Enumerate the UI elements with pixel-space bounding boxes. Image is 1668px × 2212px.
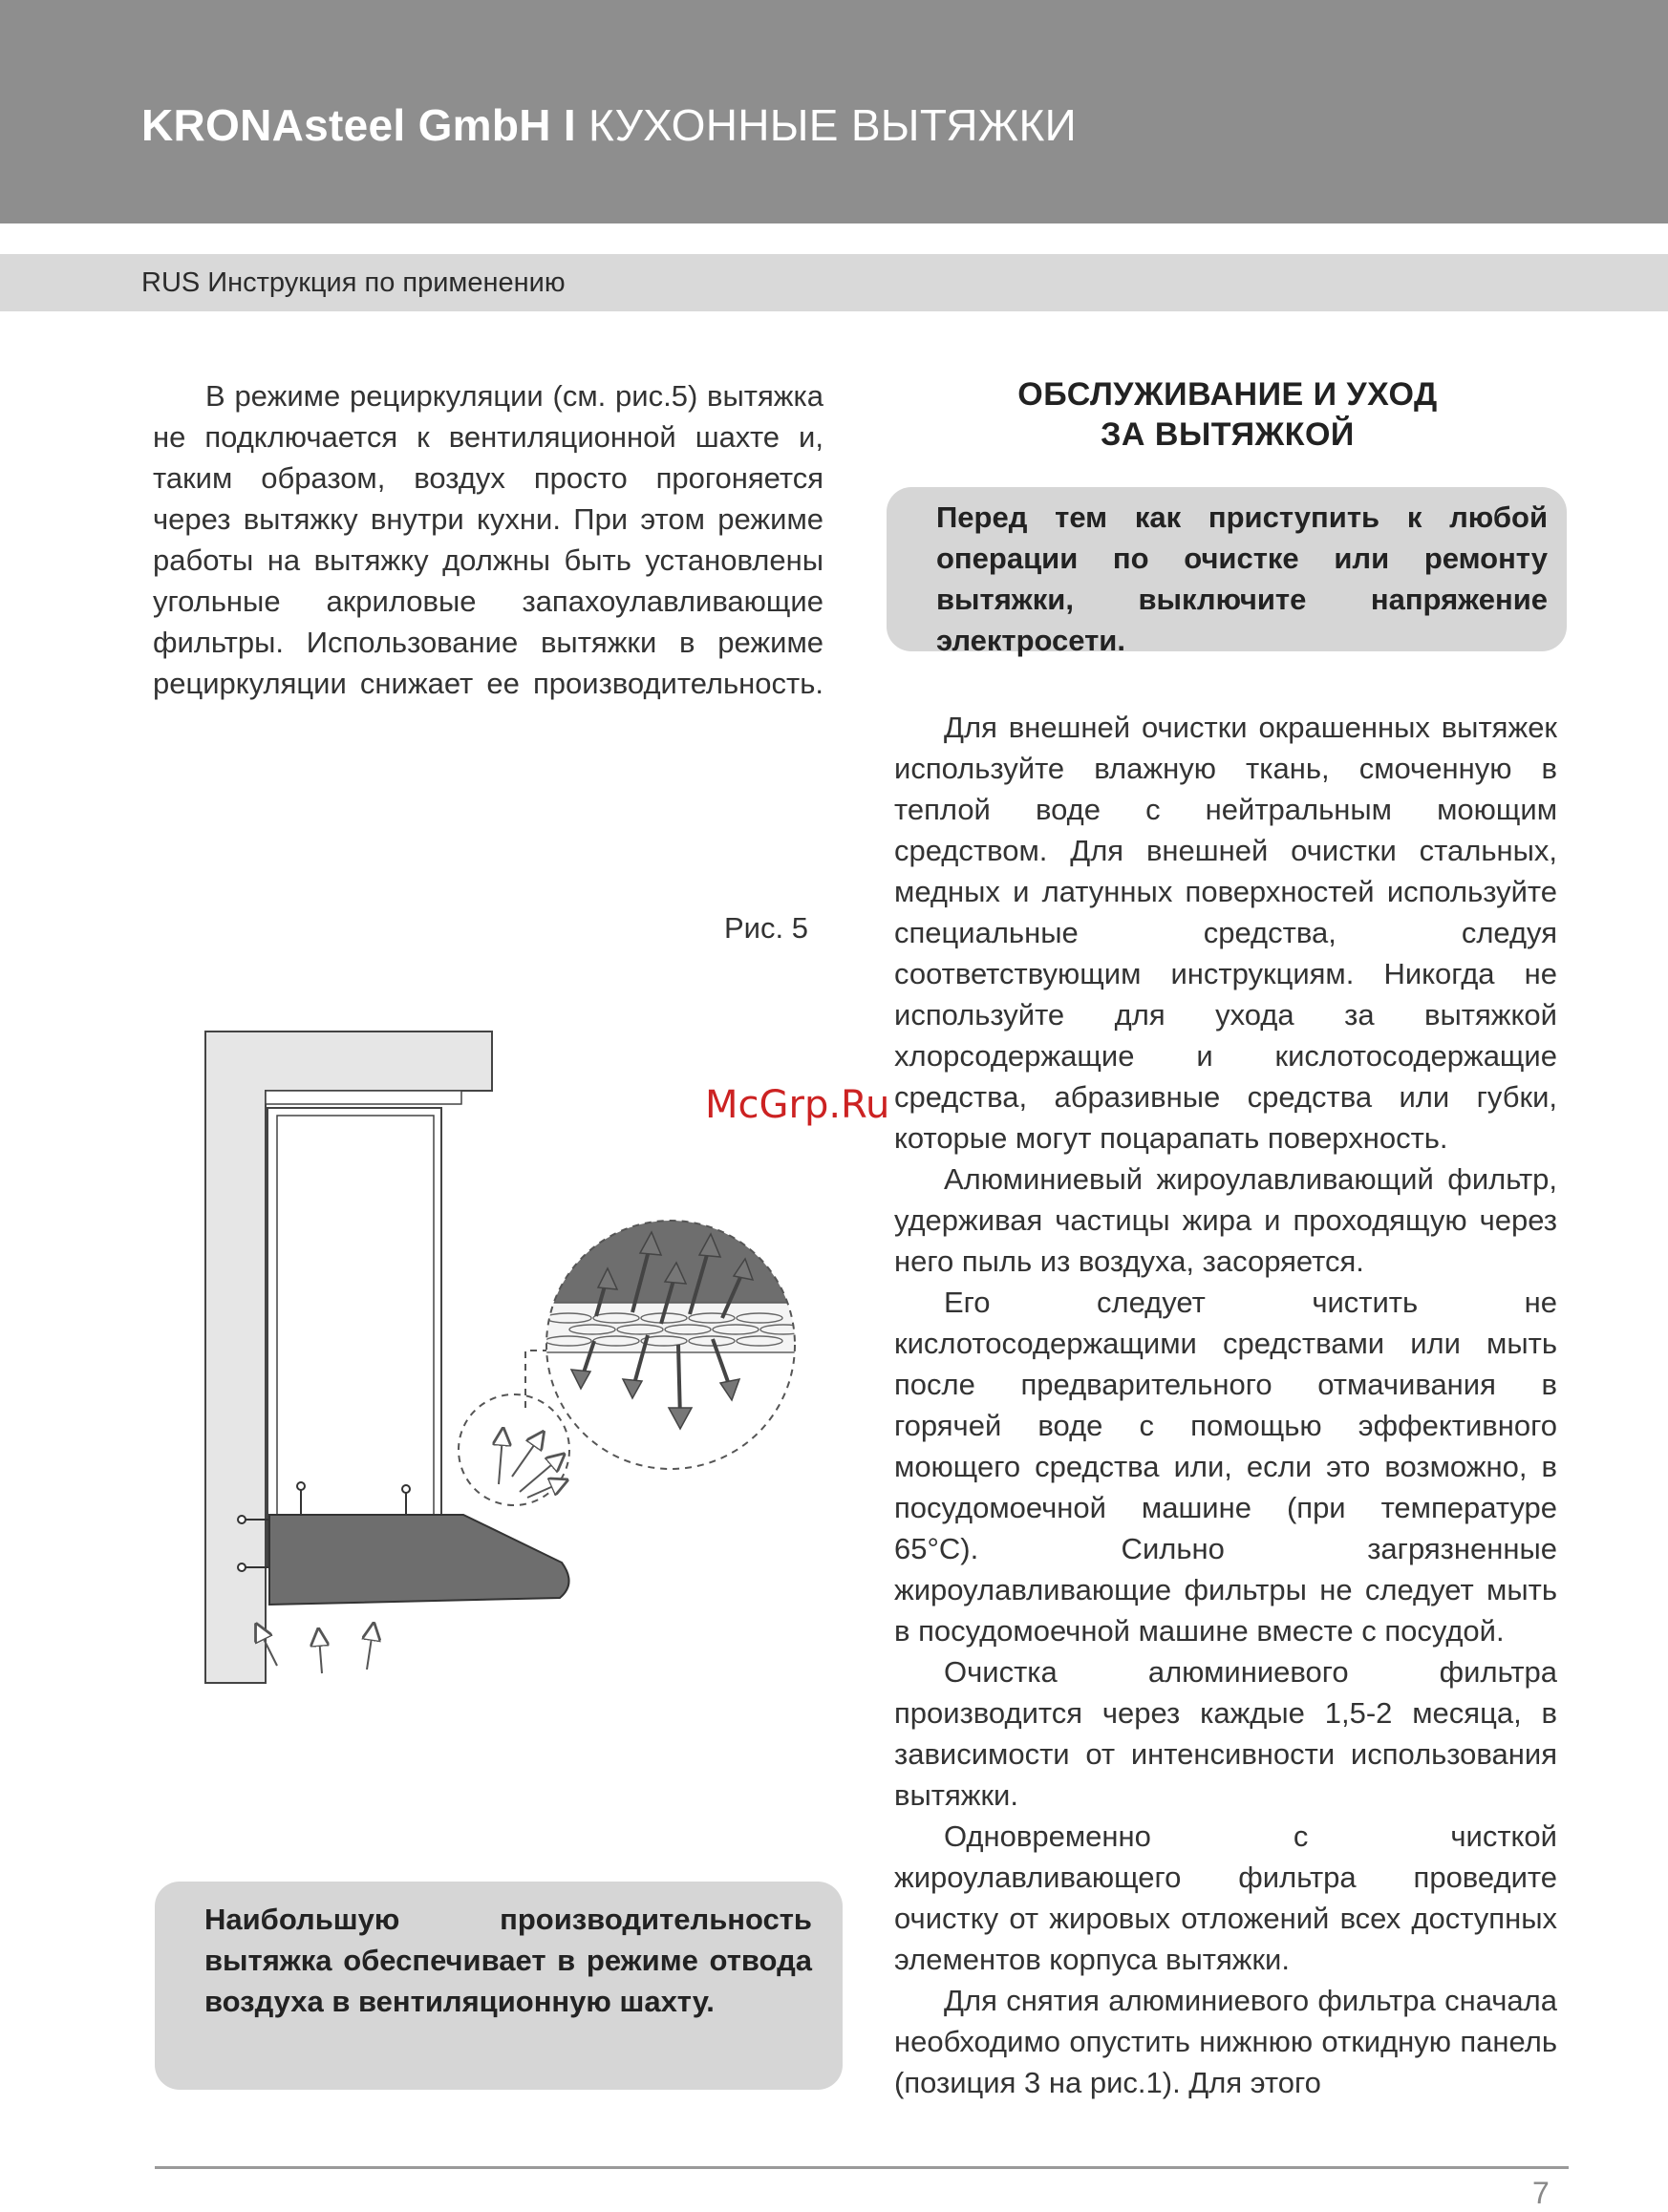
recirculation-text bbox=[153, 375, 823, 704]
detail-circle-small bbox=[459, 1394, 569, 1505]
page-header bbox=[0, 0, 1668, 223]
header-section: КУХОННЫЕ ВЫТЯЖКИ bbox=[575, 100, 1077, 150]
performance-note-text: Наибольшую производительность вытяжка обеспечивает в режиме отвода воздуха в вентиляционную шахту. bbox=[204, 1903, 812, 2018]
maintenance-paragraph: Для внешней очистки окрашенных вытяжек используйте влажную ткань, смоченную в теплой воде с нейтральным моющим средством. Для внешней очистки стальных, медных и латунных поверхностей используйте специальные средства, следуя соответствующим инструкциям. Никогда не используйте для ухода за вытяжкой хлорсодержащие и кислотосодержащие средства, абразивные средства или губки, которые могут поцарапать поверхность. bbox=[894, 711, 1557, 1155]
intake-arrows bbox=[260, 1631, 373, 1673]
maintenance-paragraph: Его следует чистить не кислотосодержащими средствами или мыть после предварительного отмачивания в горячей воде с помощью эффективного моющего средства или, если это возможно, в посудомоечной машине (при температуре 65°С). Сильно загрязненные жироулавливающие фильтры не следует мыть в посудомоечной машине вместе с посудой. bbox=[894, 1286, 1557, 1648]
section-title-line2: ЗА ВЫТЯЖКОЙ bbox=[1101, 416, 1355, 453]
watermark: McGrp.Ru bbox=[705, 1083, 890, 1127]
figure-caption: Рис. 5 bbox=[724, 911, 808, 945]
maintenance-text bbox=[894, 707, 1557, 2103]
section-title bbox=[888, 374, 1567, 455]
safety-warning-text: Перед тем как приступить к любой операции по очистке или ремонту вытяжки, выключите напряжение электросети. bbox=[936, 500, 1548, 657]
header-title bbox=[141, 99, 1077, 151]
maintenance-paragraph: Очистка алюминиевого фильтра производится через каждые 1,5-2 месяца, в зависимости от интенсивности использования вытяжки. bbox=[894, 1655, 1557, 1812]
page-number: 7 bbox=[1532, 2176, 1550, 2210]
recirculation-paragraph: В режиме рециркуляции (см. рис.5) вытяжка не подключается к вентиляционной шахте и, таким образом, воздух просто прогоняется через вытяжку внутри кухни. При этом режиме работы на вытяжку должны быть установлены угольные акриловые запахоулавливающие фильтры. Использование вытяжки в режиме рециркуляции снижает ее производительность. bbox=[153, 379, 823, 700]
maintenance-paragraph: Для снятия алюминиевого фильтра сначала необходимо опустить нижнюю откидную панель (позиция 3 на рис.1). Для этого bbox=[894, 1984, 1557, 2099]
maintenance-paragraph: Одновременно с чисткой жироулавливающего фильтра проведите очистку от жировых отложений всех доступных элементов корпуса вытяжки. bbox=[894, 1819, 1557, 1976]
hood-body bbox=[269, 1515, 569, 1605]
performance-note bbox=[155, 1882, 843, 2090]
subheader-bar bbox=[0, 254, 1668, 311]
subheader-text: RUS Инструкция по применению bbox=[141, 267, 566, 298]
cabinet-shelf bbox=[266, 1091, 461, 1104]
cabinet-front bbox=[267, 1108, 441, 1566]
section-title-line1: ОБСЛУЖИВАНИЕ И УХОД bbox=[1017, 376, 1438, 413]
header-brand: KRONAsteel GmbH I bbox=[141, 100, 576, 150]
maintenance-paragraph: Алюминиевый жироулавливающий фильтр, удерживая частицы жира и проходящую через него пыль из воздуха, засоряется. bbox=[894, 1162, 1557, 1278]
footer-divider bbox=[155, 2166, 1569, 2169]
safety-warning bbox=[887, 487, 1567, 657]
